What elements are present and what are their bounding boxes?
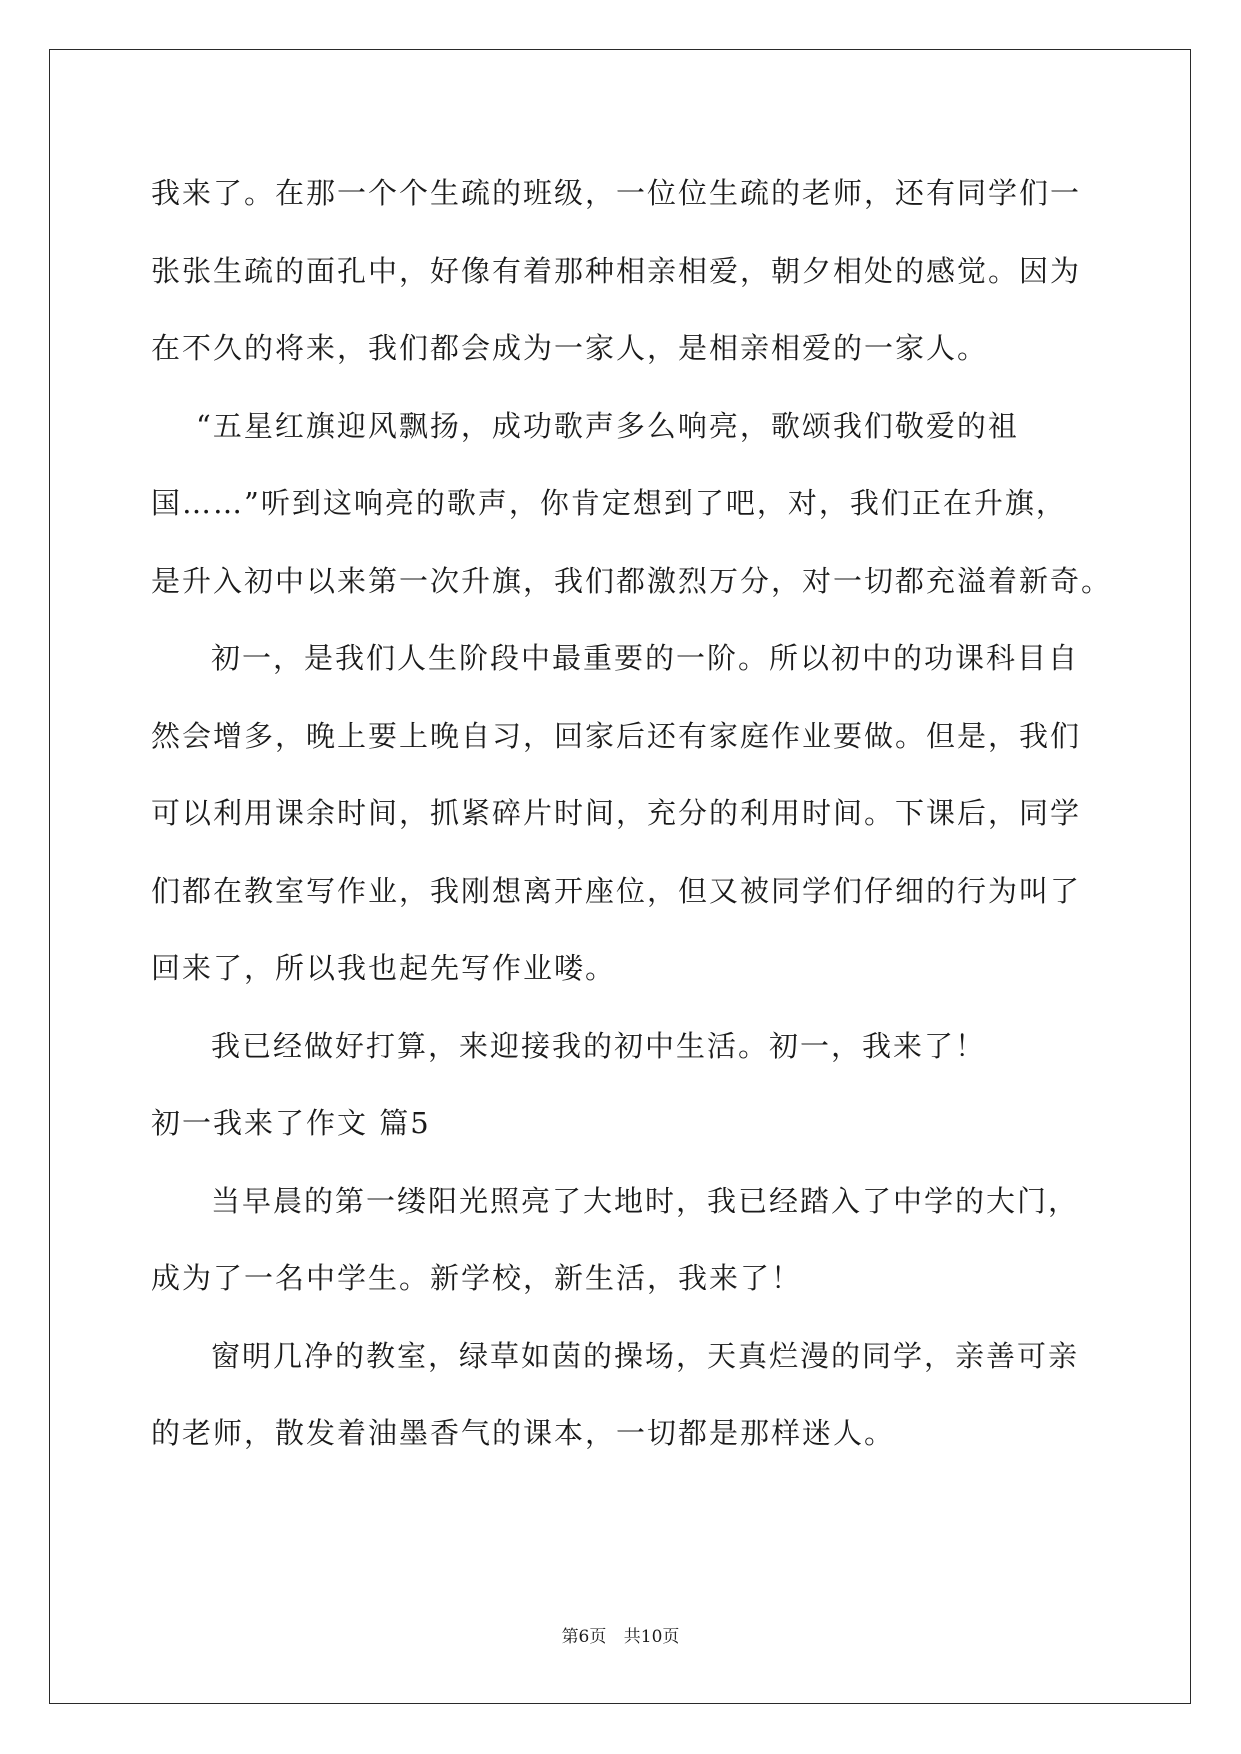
paragraph: [151, 620, 1091, 1008]
text-line: 初一，是我们人生阶段中最重要的一阶。所以初中的功课科目自: [211, 641, 1080, 675]
text-line: 我已经做好打算，来迎接我的初中生活。初一，我来了！: [211, 1028, 987, 1063]
text-line: 然会增多，晚上要上晚自习，回家后还有家庭作业要做。但是，我们: [151, 718, 1082, 753]
text-line: 我来了。在那一个个生疏的班级，一位位生疏的老师，还有同学们一: [151, 176, 1082, 210]
page-number: 第6页: [561, 1627, 607, 1647]
paragraph: [151, 1163, 1091, 1318]
paragraph: [151, 155, 1091, 388]
document-body: [151, 155, 1113, 1473]
text-line: 在不久的将来，我们都会成为一家人，是相亲相爱的一家人。: [151, 331, 989, 365]
text-line: 是升入初中以来第一次升旗，我们都激烈万分，对一切都充溢着新奇。: [151, 563, 1113, 598]
text-line: 可以利用课余时间，抓紧碎片时间，充分的利用时间。下课后，同学: [151, 796, 1082, 830]
page-total: 共10页: [623, 1627, 680, 1647]
text-line: 的老师，散发着油墨香气的课本，一切都是那样迷人。: [151, 1416, 896, 1450]
text-line: “五星红旗迎风飘扬，成功歌声多么响亮，歌颂我们敬爱的祖: [196, 408, 1019, 443]
text-line: 们都在教室写作业，我刚想离开座位，但又被同学们仔细的行为叫了: [151, 873, 1082, 908]
text-line: 国……”听到这响亮的歌声，你肯定想到了吧，对，我们正在升旗，: [151, 486, 1067, 520]
text-line: 当早晨的第一缕阳光照亮了大地时，我已经踏入了中学的大门，: [211, 1183, 1080, 1218]
paragraph: [151, 388, 1113, 621]
text-line: 回来了，所以我也起先写作业喽。: [151, 951, 617, 985]
page-footer: [0, 1622, 1241, 1647]
section-heading: 初一我来了作文 篇5: [151, 1106, 431, 1140]
paragraph: [151, 1318, 1091, 1473]
text-line: 成为了一名中学生。新学校，新生活，我来了！: [151, 1261, 803, 1295]
text-line: 张张生疏的面孔中，好像有着那种相亲相爱，朝夕相处的感觉。因为: [151, 253, 1082, 288]
paragraph: [151, 1008, 1091, 1086]
text-line: 窗明几净的教室，绿草如茵的操场，天真烂漫的同学，亲善可亲: [211, 1338, 1080, 1373]
